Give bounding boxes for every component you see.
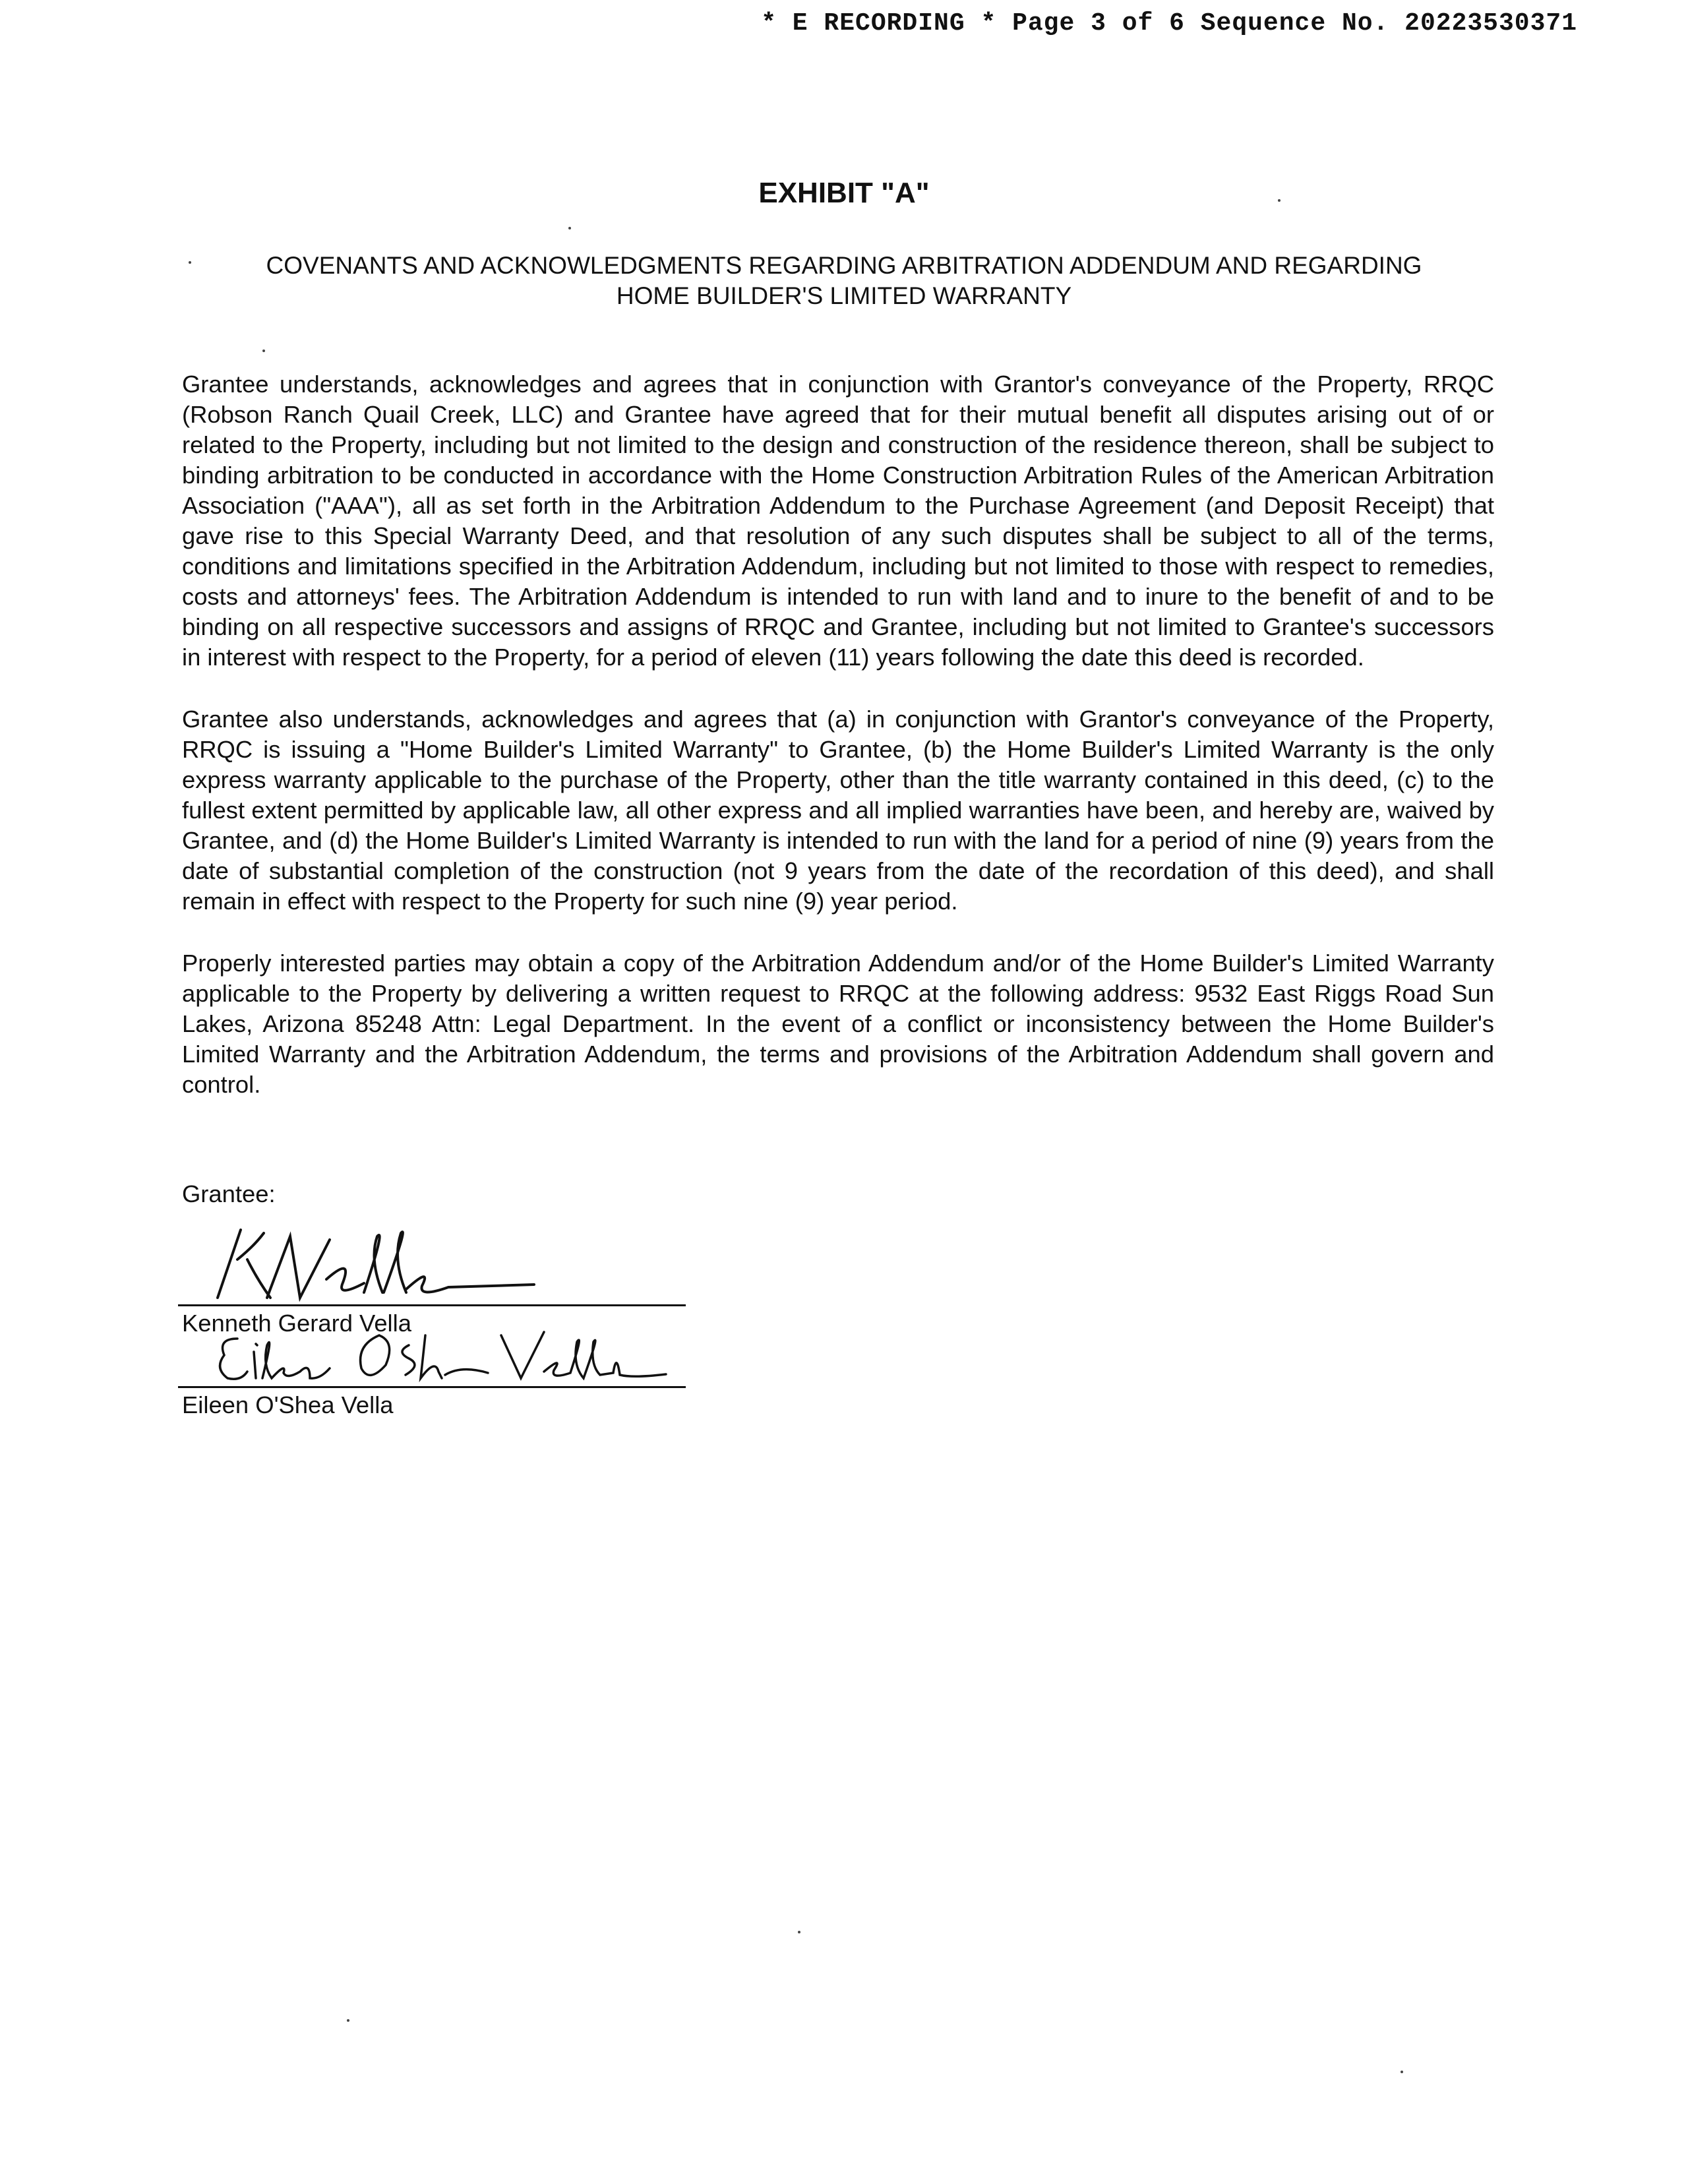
scan-speck [1278,199,1281,202]
signature-eileen [211,1325,673,1385]
paragraph-copy-request: Properly interested parties may obtain a copy of the Arbitration Addendum and/or of the Home Builder's Limited Warranty applicable to the Property by delivering a written request to RRQC at the following address: 9532 East Riggs Road Sun Lakes, Arizona 85248 Attn: Legal Department. In the event of a conflict or inconsistency between the Home Builder's Limited Warranty and the Arbitration Addendum, the terms and provisions of the Arbitration Addendum shall govern and control. [182,950,1494,1098]
signature-kenneth [191,1220,547,1306]
signature-line-eileen [178,1386,686,1388]
scan-speck [568,227,571,229]
scan-speck [798,1931,800,1933]
exhibit-title: EXHIBIT "A" [758,177,930,209]
subtitle-line-1: COVENANTS AND ACKNOWLEDGMENTS REGARDING ARBITRATION ADDENDUM AND REGARDING [266,252,1422,279]
document-subtitle [171,251,1517,311]
subtitle-line-2: HOME BUILDER'S LIMITED WARRANTY [616,282,1072,309]
recording-header: * E RECORDING * Page 3 of 6 Sequence No. 20223530371 [761,9,1577,38]
signer-name-eileen: Eileen O'Shea Vella [182,1391,394,1418]
scan-speck [1401,2071,1403,2073]
signature-line-kenneth [178,1304,686,1306]
scan-speck [347,2019,349,2022]
signature-block-kenneth [178,1220,686,1339]
paragraph-arbitration: Grantee understands, acknowledges and agrees that in conjunction with Grantor's conveyance of the Property, RRQC (Robson Ranch Quail Creek, LLC) and Grantee have agreed that for their mutual benefit all disputes arising out of or related to the Property, including but not limited to the design and construction of the residence thereon, shall be subject to binding arbitration to be conducted in accordance with the Home Construction Arbitration Rules of the American Arbitration Association ("AAA"), all as set forth in the Arbitration Addendum to the Purchase Agreement (and Deposit Receipt) that gave rise to this Special Warranty Deed, and that resolution of any such disputes shall be subject to all of the terms, conditions and limitations specified in the Arbitration Addendum, including but not limited to those with respect to remedies, costs and attorneys' fees. The Arbitration Addendum is intended to run with land and to inure to the benefit of and to be binding on all respective successors and assigns of RRQC and Grantee, including but not limited to Grantee's successors in interest with respect to the Property, for a period of eleven (11) years following the date this deed is recorded. [182,371,1494,671]
scan-speck [262,349,265,352]
scan-speck [189,261,191,264]
grantee-label: Grantee: [182,1180,276,1207]
paragraph-warranty: Grantee also understands, acknowledges and agrees that (a) in conjunction with Grantor's conveyance of the Property, RRQC is issuing a "Home Builder's Limited Warranty" to Grantee, (b) the Home Builder's Limited Warranty is the only express warranty applicable to the purchase of the Property, other than the title warranty contained in this deed, (c) to the fullest extent permitted by applicable law, all other express and all implied warranties have been, and hereby are, waived by Grantee, and (d) the Home Builder's Limited Warranty is intended to run with the land for a period of nine (9) years from the date of substantial completion of the construction (not 9 years from the date of the recordation of this deed), and shall remain in effect with respect to the Property for such nine (9) year period. [182,706,1494,915]
signer-name-kenneth: Kenneth Gerard Vella [182,1310,411,1337]
signature-block-eileen [178,1325,686,1438]
document-body [182,369,1494,1132]
